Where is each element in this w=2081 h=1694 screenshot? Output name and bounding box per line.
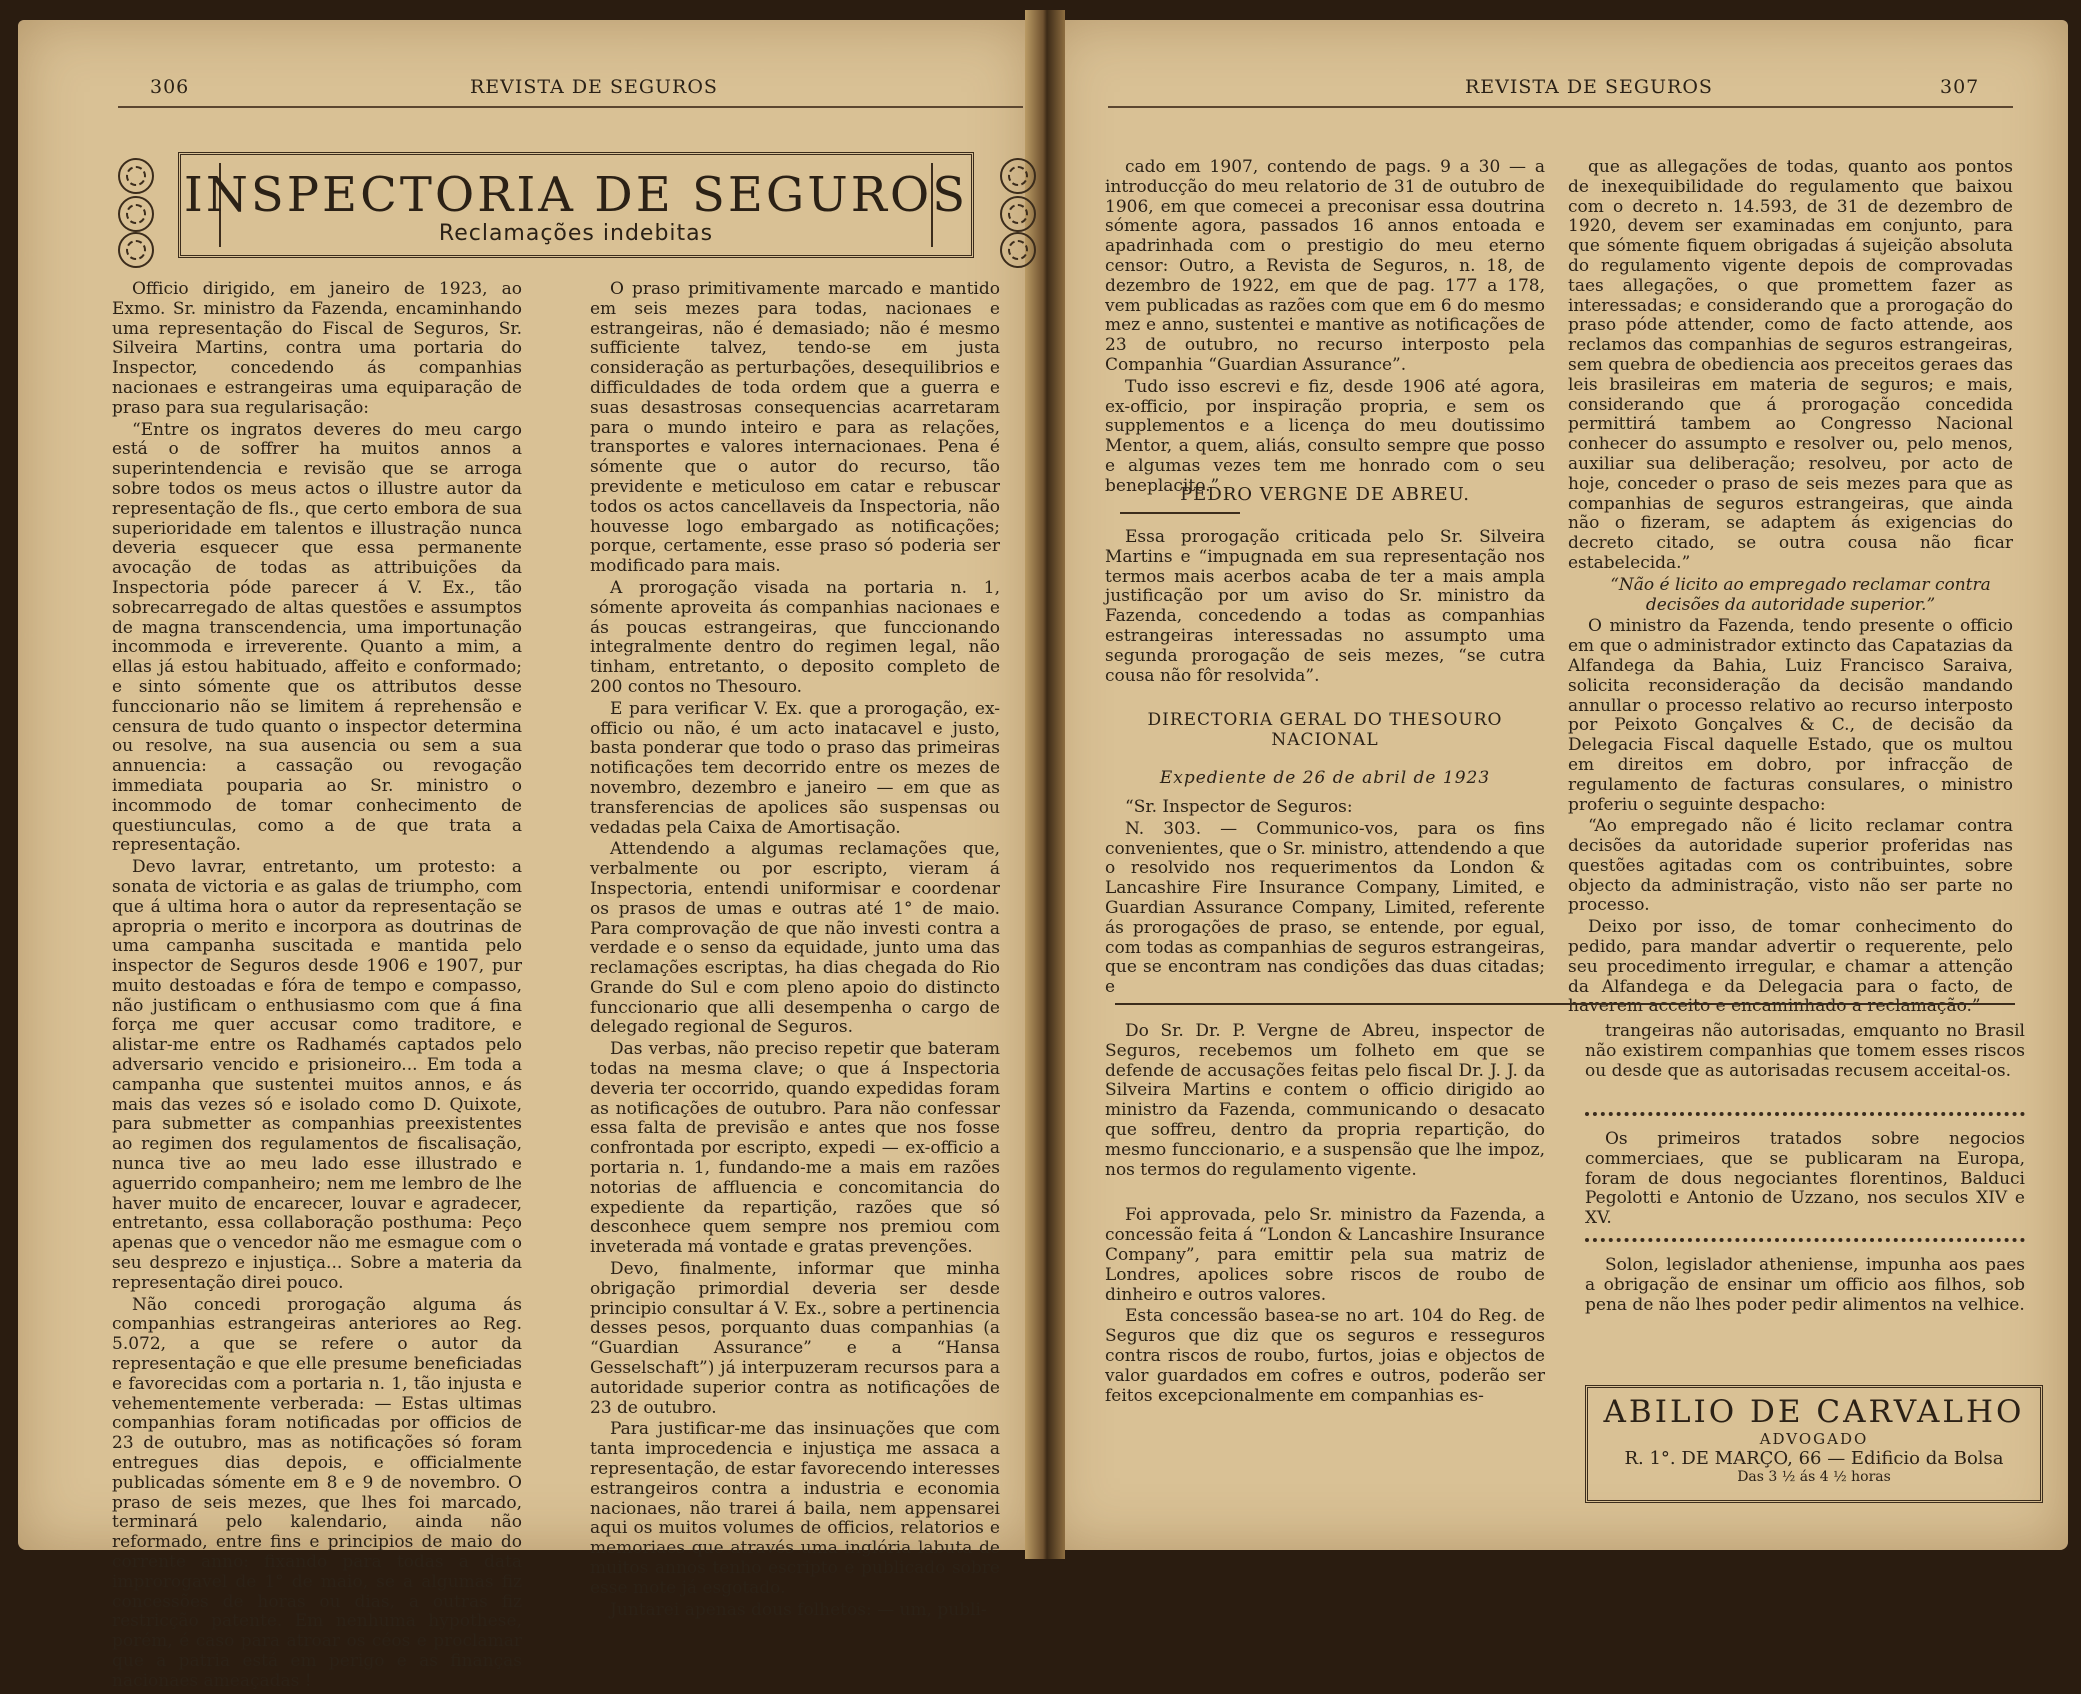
paragraph: Não concedi prorogação alguma ás companhias estrangeiras anteriores ao Reg. 5.072, a que se refere o autor da representação e que elle presume beneficiadas e favorecidas com a portaria n. 1, tão injusta e vehementemente verberada: — Estas ultimas companhias foram notificadas por officios de 23 de outubro, mas as notificações só foram entregues dias depois, e officialmente publicadas sómente em 8 e 9 de novembro. O praso de seis mezes, que lhes foi marcado, terminará pelo kalendario, ainda não reformado, entre fins e principios de maio do corrente anno: fixando para todas a data improrogavel de 1° de maio, se a algumas fiz concessões de horas ou dias, a outras fiz restricção patente. Em nenhuma hypothese, porém, é caso para atroar os céos e proclamar que a patria está em perigo e as finanças nacionaes ameaçadas ! [112, 1294, 522, 1691]
header-rule-left [118, 106, 1023, 108]
short-divider [1120, 512, 1240, 514]
article-subtitle: Reclamações indebitas [438, 221, 714, 246]
paragraph: Deixo por isso, de tomar conhecimento do pedido, para mandar advertir o requerente, pelo seu procedimento irregular, e chamar a attenção da Alfandega e da Delegacia para o facto, de haverem acceito e encaminhado a reclamação.” [1568, 917, 2013, 1017]
paragraph: Officio dirigido, em janeiro de 1923, ao Exmo. Sr. ministro da Fazenda, encaminhando uma representação do Fiscal de Seguros, Sr. Silveira Martins, contra uma portaria do Inspector, concedendo ás companhias nacionaes e estrangeiras uma equiparação de praso para sua regularisação: [112, 279, 522, 418]
paragraph: E para verificar V. Ex. que a prorogação, ex-officio ou não, é um acto inatacavel e justo, basta ponderar que todo o praso das primeiras notificações tem decorrido entre os mezes de novembro, dezembro e janeiro — em que as transferencias de apolices são suspensas ou vedadas pela Caixa de Amortisação. [590, 698, 1000, 838]
quote-heading: “Não é licito ao empregado reclamar contra decisões da autoridade superior.” [1610, 574, 1991, 615]
page-number-left: 306 [150, 76, 190, 98]
expediente-line: Expediente de 26 de abril de 1923 [1159, 768, 1491, 788]
paragraph: Para justificar-me das insinuações que com tanta improcedencia e injustiça me assaca a representação, de estar favorecendo interesses estrangeiros contra a industria e economia nacionaes, não trarei á baila, nem appensarei aqui os muitos volumes de officios, relatorios e memoriaes que através uma inglória labuta de muitos annos tenho escripto e publicado sobre esse mote já esgotado. [590, 1419, 1000, 1598]
paragraph: Tudo isso escrevi e fiz, desde 1906 até agora, ex-officio, por inspiração propria, e sem os supplementos e a licença do meu doutissimo Mentor, a quem, aliás, consulto sempre que posso e algumas vezes tem me honrado com o seu beneplacito.” [1105, 376, 1545, 496]
ornament-icon [118, 158, 154, 194]
paragraph: Attendendo a algumas reclamações que, verbalmente ou por escripto, vieram á Inspectoria, entendi uniformisar e coordenar os prasos de umas e outras até 1° de maio. Para comprovação de que não investi contra a verdade e o senso da equidade, junto uma das reclamações escriptas, ha dias chegada do Rio Grande do Sul e com pleno apoio do distincto funccionario que alli desempenha o cargo de delegado regional de Seguros. [590, 839, 1000, 1038]
ornament-icon [118, 232, 154, 268]
paragraph: Os primeiros tratados sobre negocios commerciaes, que se publicaram na Europa, foram de dous negociantes florentinos, Balduci Pegolotti e Antonio de Uzzano, nos seculos XIV e XV. [1585, 1129, 2025, 1229]
paragraph: Devo lavrar, entretanto, um protesto: a sonata de victoria e as galas de triumpho, com que á ultima hora o autor da representação se apropria o merito e incorpora as doutrinas de uma campanha suscitada e mantida pelo inspector de Seguros desde 1906 e 1907, pur muito destoadas e fóra de tempo e compasso, não justificam o enthusiasmo com que á fina força me quer accusar como traditore, e alistar-me entre os Radhamés captados pelo adversario vencido e prisioneiro... Em toda a campanha que sustentei muitos annos, e ás mais das vezes só e isolado como D. Quixote, para submetter as companhias preexistentes ao regimen dos regulamentos de fiscalisação, nunca tive ao meu lado esse illustrado e aguerrido companheiro; nem me lembro de lhe haver muito de encarecer, louvar e agradecer, entretanto, essa collaboração posthuma: Peço apenas que o vencedor não me esmague com o seu desprezo e injustiça... Sobre a materia da representação direi pouco. [112, 857, 522, 1293]
ornament-icon [1000, 158, 1036, 194]
paragraph: O praso primitivamente marcado e mantido em seis mezes para todas, nacionaes e estrangeiras, não é demasiado; não é mesmo sufficiente talvez, tendo-se em justa consideração as perturbações, desequilibrios e difficuldades de toda ordem que a guerra e suas desastrosas consequencias acarretaram para o mundo inteiro e para as relações, transportes e valores internacionaes. Pena é sómente que o autor do recurso, tão previdente e meticuloso em catar e rebuscar todos os actos cancellaveis da Inspectoria, não houvesse logo embargado as notificações; porque, certamente, esse praso só poderia ser modificado para mais. [590, 279, 1000, 577]
paragraph: Das verbas, não preciso repetir que bateram todas na mesma clave; o que á Inspectoria deveria ter occorrido, quando expedidas foram as notificações de outubro. Para não confessar essa falta de previsão e antes que nos fosse confrontada por escripto, expedi — ex-officio a portaria n. 1, fundando-me a mais em razões notorias de affluencia e concomitancia do expediente da repartição, razões que só desconhece quem sempre nos premiou com inveterada má vontade e gratas prevenções. [590, 1039, 1000, 1258]
ad-hours: Das 3 ½ ás 4 ½ horas [1737, 1469, 1891, 1485]
paragraph: N. 303. — Communico-vos, para os fins convenientes, que o Sr. ministro, attendendo a que o resolvido nos requerimentos da London & Lancashire Fire Insurance Company, Limited, e Guardian Assurance Company, Limited, referente ás prorogações de praso, se entende, por egual, com todas as companhias de seguros estrangeiras, que se encontram nas condições das duas citadas; e [1105, 818, 1545, 998]
right-column-1-top [1105, 158, 1545, 499]
paragraph: O ministro da Fazenda, tendo presente o officio em que o administrador extincto das Capatazias da Alfandega da Bahia, Luiz Francisco Saraiva, solicita reconsideração da decisão mandando annullar o processo relativo ao recurso interposto por Peixoto Gonçalves & C., de decisão da Delegacia Fiscal daquelle Estado, que os multou em direitos em dobro, por infracção de regulamento de facturas consulares, o ministro proferiu o seguinte despacho: [1568, 616, 2013, 815]
right-column-1-mid [1105, 528, 1545, 688]
left-column-2 [590, 280, 1000, 1622]
paragraph: A prorogação visada na portaria n. 1, sómente aproveita ás companhias nacionaes e ás poucas estrangeiras, que funccionando integralmente dentro do regimen legal, não tinham, entretanto, o deposito completo de 200 contos no Thesouro. [590, 577, 1000, 697]
right-lower-column-2c [1585, 1256, 2025, 1317]
signature: PEDRO VERGNE DE ABREU. [1180, 484, 1470, 505]
paragraph: Devo, finalmente, informar que minha obrigação primordial deveria ser desde principio consultar á V. Ex., sobre a pertinencia desses pesos, porquanto duas companhias (a “Guardian Assurance” e a “Hansa Gesselschaft”) já interpuzeram recursos para a autoridade superior contra as notificações de 23 de outubro. [590, 1259, 1000, 1418]
dotted-divider [1585, 1112, 2025, 1116]
running-head-left: REVISTA DE SEGUROS [470, 76, 718, 98]
paragraph: Foi approvada, pelo Sr. ministro da Fazenda, a concessão feita á “London & Lancashire Insurance Company”, para emittir pela sua matriz de Londres, apolices sobre riscos de roubo de dinheiro e outros valores. [1105, 1205, 1545, 1305]
paragraph: trangeiras não autorisadas, emquanto no Brasil não existirem companhias que tomem esses riscos ou desde que as autorisadas recusem acceital-os. [1585, 1021, 2025, 1081]
right-lower-column-2b [1585, 1130, 2025, 1231]
paragraph: Solon, legislador atheniense, impunha aos paes a obrigação de ensinar um officio aos filhos, sob pena de não lhes poder pedir alimentos na velhice. [1585, 1255, 2025, 1315]
ornament-icon [1000, 196, 1036, 232]
page-number-right: 307 [1940, 76, 1980, 98]
dotted-divider [1585, 1238, 2025, 1242]
paragraph: que as allegações de todas, quanto aos pontos de inexequibilidade do regulamento que baixou com o decreto n. 14.593, de 31 de dezembro de 1920, devem ser examinadas em conjunto, para que sómente fiquem obrigadas á sujeição absoluta do regulamento vigente depois de comprovadas taes allegações, o que promettem fazer as interessadas; e considerando que a prorogação do praso póde attender, como de facto attende, aos reclamos das companhias de seguros estrangeiras, sem quebra de obediencia aos preceitos geraes das leis brasileiras em materia de seguros; e mais, considerando que á prorogação concedida permittirá tambem ao Congresso Nacional conhecer do assumpto e resolver ou, pelo menos, auxiliar sua deliberação; resolveu, por acto de hoje, conceder o praso de seis mezes para que as companhias de seguros estrangeiras, que ainda não o fizeram, se adaptem ás exigencias do decreto citado, se outra cousa não ficar estabelecida.” [1568, 157, 2014, 573]
paragraph: “Ao empregado não é licito reclamar contra decisões da autoridade superior proferidas nas questões agitadas com os contribuintes, sobre objecto da administração, visto não ser parte no processo. [1568, 816, 2013, 916]
ad-name: ABILIO DE CARVALHO [1603, 1394, 2025, 1430]
article-title: INSPECTORIA DE SEGUROS [183, 167, 969, 223]
right-lower-column-1 [1105, 1022, 1545, 1408]
header-rule-right [1108, 106, 2013, 108]
paragraph: Juntarei apenas dous folhetos: — um, publi- [610, 1599, 987, 1620]
article-title-box [178, 152, 974, 258]
right-column-1-bottom [1105, 798, 1545, 1000]
running-head-right: REVISTA DE SEGUROS [1465, 76, 1713, 98]
left-column-1 [112, 280, 522, 1694]
section-heading: DIRECTORIA GERAL DO THESOURO NACIONAL [1147, 710, 1503, 750]
paragraph: “Entre os ingratos deveres do meu cargo está o de soffrer ha muitos annos a superintendencia e revisão que se arroga sobre todos os meus actos o illustre autor da representação de fls., que certo embora de sua superioridade em talentos e illustração nunca deveria esquecer que essa permanente avocação de todas as attribuições da Inspectoria póde parecer á V. Ex., tão sobrecarregado de altas questões e assumptos de magna transcendencia, uma importunação incommoda e irreverente. Quanto a mim, a ellas já estou habituado, affeito e conformado; e sinto sómente que os attributos desse funccionario não se limitem á reprehensão e censura de tudo quanto o inspector determina ou resolve, na sua ausencia ou sem a sua annuencia: a cassação ou revogação immediata pouparia ao Sr. ministro o incommodo de tomar conhecimento de questiunculas, como a de que trata a representação. [112, 419, 522, 856]
section-divider [1115, 1003, 2015, 1005]
right-lower-column-2 [1585, 1022, 2025, 1083]
paragraph: Esta concessão basea-se no art. 104 do Reg. de Seguros que diz que os seguros e resseguros contra riscos de roubo, furtos, joias e objectos de valor guardados em cofres e outros, poderão ser feitos excepcionalmente em companhias es- [1105, 1306, 1545, 1406]
paragraph: cado em 1907, contendo de pags. 9 a 30 — a introducção do meu relatorio de 31 de outubro de 1906, em que comecei a preconisar essa doutrina sómente agora, passados 16 annos entoada e apadrinhada com o prestigio do meu eterno censor: Outro, a Revista de Seguros, n. 18, de dezembro de 1922, em que de pag. 177 a 178, vem publicadas as razões com que em 6 do mesmo mez e anno, sustentei e mantive as notificações de 23 de outubro, no recurso interposto pela Companhia “Guardian Assurance”. [1105, 157, 1545, 375]
lawyer-advertisement [1585, 1385, 2043, 1503]
ornament-icon [1000, 232, 1036, 268]
paragraph: Do Sr. Dr. P. Vergne de Abreu, inspector de Seguros, recebemos um folheto em que se defende de accusações feitas pelo fiscal Dr. J. J. da Silveira Martins e contem o officio dirigido ao ministro da Fazenda, communicando o desacato que soffreu, dentro da propria repartição, do mesmo funccionario, e a suspensão que lhe impoz, nos termos do regulamento vigente. [1105, 1021, 1545, 1180]
paragraph: Essa prorogação criticada pelo Sr. Silveira Martins e “impugnada em sua representação nos termos mais acerbos acaba de ter a mais ampla justificação por um aviso do Sr. ministro da Fazenda, concedendo a todas as companhias estrangeiras interessadas no assumpto uma segunda prorogação de seis mezes, “se cutra cousa não fôr resolvida”. [1105, 527, 1545, 686]
paragraph: “Sr. Inspector de Seguros: [1125, 797, 1353, 817]
ornament-icon [118, 196, 154, 232]
right-column-2-top [1568, 158, 2013, 1019]
ad-role: ADVOGADO [1759, 1430, 1869, 1448]
ad-address: R. 1°. DE MARÇO, 66 — Edificio da Bolsa [1624, 1448, 2004, 1469]
